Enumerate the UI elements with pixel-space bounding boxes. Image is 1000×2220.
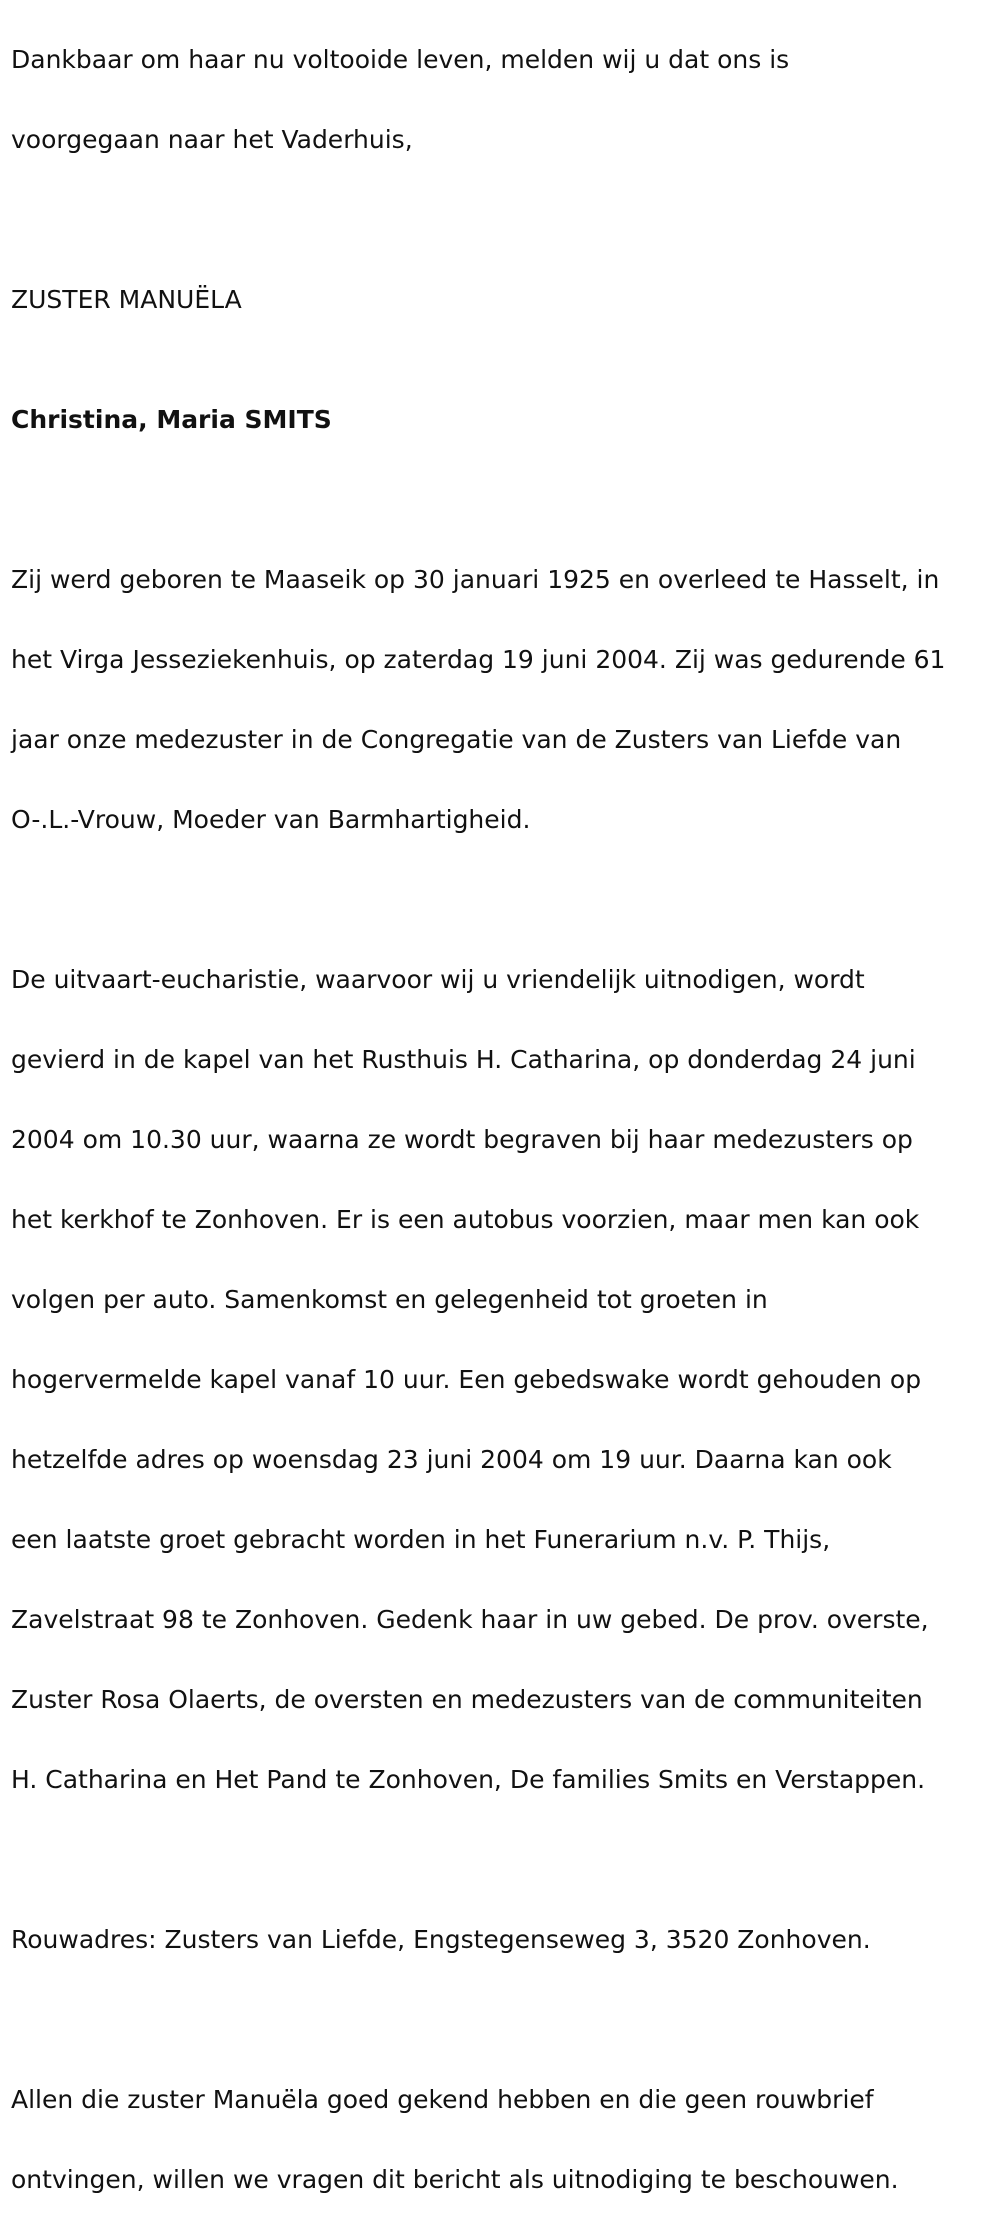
biography-line: O-.L.-Vrouw, Moeder van Barmhartigheid. [11, 805, 531, 834]
closing-paragraph [11, 2040, 991, 2220]
funeral-line: Zuster Rosa Olaerts, de oversten en medezusters van de communiteiten [11, 1685, 923, 1714]
funeral-line: het kerkhof te Zonhoven. Er is een autobus voorzien, maar men kan ook [11, 1205, 920, 1234]
religious-name [11, 240, 991, 360]
spacer [11, 880, 991, 920]
funeral-line: 2004 om 10.30 uur, waarna ze wordt begraven bij haar medezusters op [11, 1125, 913, 1154]
funeral-line: hetzelfde adres op woensdag 23 juni 2004 om 19 uur. Daarna kan ook [11, 1445, 892, 1474]
funeral-line: gevierd in de kapel van het Rusthuis H. Catharina, op donderdag 24 juni [11, 1045, 916, 1074]
obituary-notice [11, 0, 991, 2220]
funeral-paragraph [11, 920, 991, 1840]
intro-line: Dankbaar om haar nu voltooide leven, melden wij u dat ons is [11, 45, 790, 74]
mourning-address: Rouwadres: Zusters van Liefde, Engstegenseweg 3, 3520 Zonhoven. [11, 1925, 871, 1954]
closing-line: Allen die zuster Manuëla goed gekend hebben en die geen rouwbrief [11, 2085, 874, 2114]
spacer [11, 200, 991, 240]
closing-line: ontvingen, willen we vragen dit bericht als uitnodiging te beschouwen. [11, 2165, 899, 2194]
biography-line: het Virga Jesseziekenhuis, op zaterdag 19 juni 2004. Zij was gedurende 61 [11, 645, 946, 674]
funeral-line: een laatste groet gebracht worden in het Funerarium n.v. P. Thijs, [11, 1525, 831, 1554]
civil-name [11, 360, 991, 480]
civil-name-text: Christina, Maria SMITS [11, 405, 332, 434]
address-paragraph [11, 1880, 991, 2000]
spacer [11, 2000, 991, 2040]
funeral-line: Zavelstraat 98 te Zonhoven. Gedenk haar in uw gebed. De prov. overste, [11, 1605, 929, 1634]
intro-paragraph [11, 0, 991, 200]
spacer [11, 480, 991, 520]
funeral-line: volgen per auto. Samenkomst en gelegenheid tot groeten in [11, 1285, 768, 1314]
biography-line: Zij werd geboren te Maaseik op 30 januari 1925 en overleed te Hasselt, in [11, 565, 940, 594]
funeral-line: H. Catharina en Het Pand te Zonhoven, De families Smits en Verstappen. [11, 1765, 926, 1794]
intro-line: voorgegaan naar het Vaderhuis, [11, 125, 413, 154]
funeral-line: hogervermelde kapel vanaf 10 uur. Een gebedswake wordt gehouden op [11, 1365, 922, 1394]
biography-paragraph [11, 520, 991, 880]
spacer [11, 1840, 991, 1880]
religious-name-text: ZUSTER MANUËLA [11, 285, 242, 314]
biography-line: jaar onze medezuster in de Congregatie van de Zusters van Liefde van [11, 725, 902, 754]
funeral-line: De uitvaart-eucharistie, waarvoor wij u vriendelijk uitnodigen, wordt [11, 965, 865, 994]
